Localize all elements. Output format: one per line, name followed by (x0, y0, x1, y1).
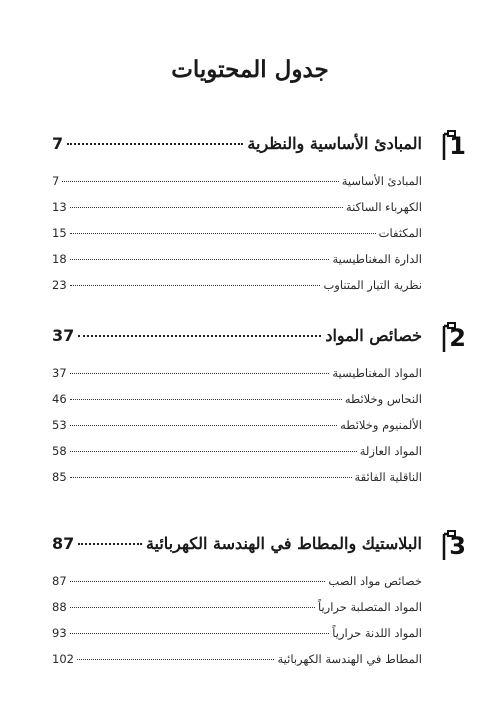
entry-page: 87 (52, 574, 67, 588)
chapter-heading[interactable] (52, 326, 422, 345)
entry-title: المواد اللدنة حرارياً (332, 626, 422, 640)
chapter-page: 87 (52, 534, 75, 553)
entry-page: 46 (52, 392, 67, 406)
entry-page: 85 (52, 470, 67, 484)
entry-page: 23 (52, 278, 67, 292)
dot-leader (70, 285, 321, 286)
entry-page: 18 (52, 252, 67, 266)
entry-page: 58 (52, 444, 67, 458)
entry-title: المواد المتصلبة حرارياً (317, 600, 422, 614)
entry-title: الألمنيوم وخلائطه (340, 418, 422, 432)
toc-entry[interactable] (52, 174, 422, 188)
entry-title: المواد المغناطيسية (332, 366, 422, 380)
entry-title: الكهرباء الساكنة (345, 200, 422, 214)
toc-entry[interactable] (52, 626, 422, 640)
dot-leader (70, 425, 337, 426)
entry-page: 13 (52, 200, 67, 214)
toc-entry[interactable] (52, 418, 422, 432)
toc-entry[interactable] (52, 600, 422, 614)
page-title: جدول المحتويات (171, 56, 329, 83)
entry-page: 102 (52, 652, 74, 666)
entry-title: المكثفات (378, 226, 422, 240)
chapter-heading[interactable] (52, 534, 422, 553)
dot-leader (70, 207, 343, 208)
toc-entry[interactable] (52, 470, 422, 484)
entry-page: 93 (52, 626, 67, 640)
dot-leader (70, 581, 326, 582)
toc-entry[interactable] (52, 366, 422, 380)
dot-leader (70, 233, 376, 234)
chapter-page: 7 (52, 134, 64, 153)
toc-entry[interactable] (52, 278, 422, 292)
chapter-number: 1 (449, 132, 466, 160)
entry-title: خصائص مواد الصب (328, 574, 422, 588)
toc-entry[interactable] (52, 200, 422, 214)
entry-title: نظرية التيار المتناوب (323, 278, 422, 292)
entry-title: النحاس وخلائطه (344, 392, 422, 406)
entry-title: المبادئ الأساسية (341, 174, 422, 188)
entry-title: الدارة المغناطيسية (332, 252, 422, 266)
chapter-page: 37 (52, 326, 75, 345)
entry-title: المواد العازلة (359, 444, 422, 458)
entry-title: الناقلية الفائقة (354, 470, 422, 484)
toc-entry[interactable] (52, 226, 422, 240)
dot-leader (67, 143, 243, 145)
toc-entry[interactable] (52, 652, 422, 666)
dot-leader (70, 373, 330, 374)
toc-entry[interactable] (52, 252, 422, 266)
entry-title: المطاط في الهندسة الكهربائية (277, 652, 422, 666)
dot-leader (62, 181, 338, 182)
toc-entry[interactable] (52, 574, 422, 588)
dot-leader (70, 259, 330, 260)
chapter-title: البلاستيك والمطاط في الهندسة الكهربائية (145, 534, 422, 553)
entry-page: 7 (52, 174, 60, 188)
dot-leader (70, 607, 315, 608)
dot-leader (78, 543, 142, 545)
chapter-number: 2 (449, 324, 466, 352)
entry-page: 15 (52, 226, 67, 240)
chapter-number: 3 (449, 532, 466, 560)
entry-page: 37 (52, 366, 67, 380)
dot-leader (70, 399, 342, 400)
dot-leader (77, 659, 275, 660)
chapter-heading[interactable] (52, 134, 422, 153)
dot-leader (70, 451, 357, 452)
dot-leader (70, 633, 330, 634)
dot-leader (70, 477, 352, 478)
chapter-title: المبادئ الأساسية والنظرية (247, 134, 422, 153)
dot-leader (78, 335, 321, 337)
toc-entry[interactable] (52, 392, 422, 406)
chapter-title: خصائص المواد (325, 326, 422, 345)
entry-page: 88 (52, 600, 67, 614)
toc-entry[interactable] (52, 444, 422, 458)
entry-page: 53 (52, 418, 67, 432)
